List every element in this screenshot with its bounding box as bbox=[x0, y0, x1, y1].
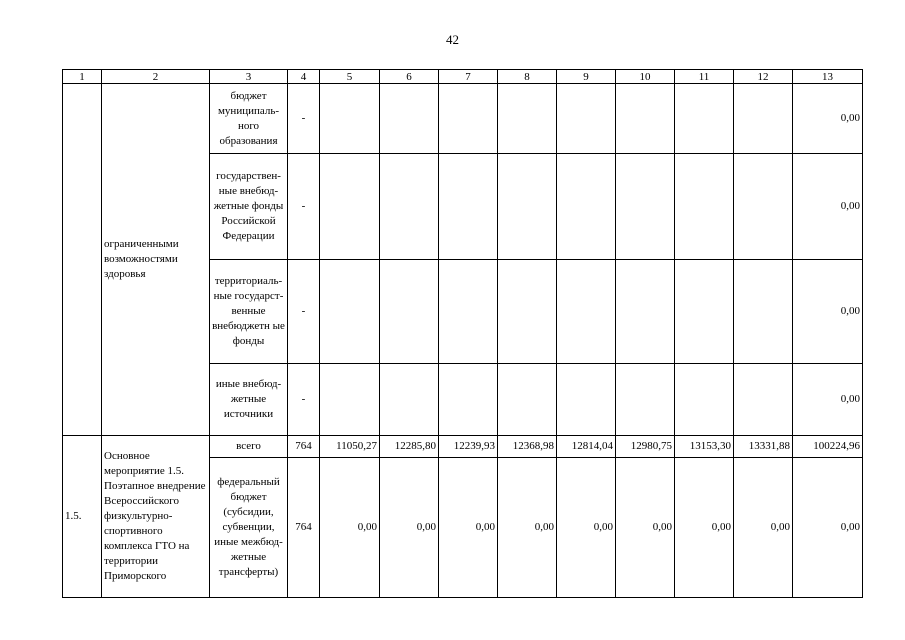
value-cell bbox=[498, 84, 557, 154]
value-cell bbox=[498, 154, 557, 260]
funding-source-cell: иные внебюд-жетные источники bbox=[210, 364, 288, 436]
value-cell bbox=[320, 364, 380, 436]
value-cell bbox=[734, 260, 793, 364]
value-cell bbox=[380, 154, 439, 260]
column-header: 5 bbox=[320, 70, 380, 84]
value-cell bbox=[557, 84, 616, 154]
value-cell bbox=[616, 154, 675, 260]
header-row bbox=[63, 70, 863, 84]
value-cell: 0,00 bbox=[498, 458, 557, 598]
value-cell bbox=[439, 364, 498, 436]
value-cell: 0,00 bbox=[557, 458, 616, 598]
value-cell bbox=[498, 260, 557, 364]
value-cell bbox=[675, 84, 734, 154]
value-cell bbox=[380, 260, 439, 364]
value-cell: 13153,30 bbox=[675, 436, 734, 458]
item-number-cell: 1.5. bbox=[63, 436, 102, 598]
value-cell bbox=[380, 364, 439, 436]
column-header: 10 bbox=[616, 70, 675, 84]
value-cell: 11050,27 bbox=[320, 436, 380, 458]
total-cell: 100224,96 bbox=[793, 436, 863, 458]
value-cell: 0,00 bbox=[380, 458, 439, 598]
value-cell bbox=[557, 154, 616, 260]
value-cell bbox=[616, 260, 675, 364]
value-cell bbox=[439, 260, 498, 364]
total-cell: 0,00 bbox=[793, 260, 863, 364]
funding-source-cell: государствен-ные внебюд-жетные фонды Российской Федерации bbox=[210, 154, 288, 260]
value-cell: 12980,75 bbox=[616, 436, 675, 458]
value-cell: 13331,88 bbox=[734, 436, 793, 458]
table-row bbox=[63, 436, 863, 458]
column-header: 6 bbox=[380, 70, 439, 84]
value-cell: 0,00 bbox=[675, 458, 734, 598]
funding-source-cell: федеральный бюджет (субсидии, субвенции, иные межбюд-жетные трансферты) bbox=[210, 458, 288, 598]
value-cell bbox=[734, 154, 793, 260]
funding-source-cell: территориаль-ные государст-венные внебюджетн ые фонды bbox=[210, 260, 288, 364]
total-cell: 0,00 bbox=[793, 154, 863, 260]
value-cell bbox=[616, 84, 675, 154]
funding-source-cell: бюджет муниципаль-ного образования bbox=[210, 84, 288, 154]
value-cell: 12285,80 bbox=[380, 436, 439, 458]
value-cell bbox=[320, 260, 380, 364]
code-cell: - bbox=[288, 154, 320, 260]
value-cell bbox=[320, 84, 380, 154]
column-header: 7 bbox=[439, 70, 498, 84]
value-cell: 12239,93 bbox=[439, 436, 498, 458]
value-cell bbox=[498, 364, 557, 436]
measure-name-cell: Основное мероприятие 1.5. Поэтапное внедрение Всероссийского физкультурно-спортивного комплекса ГТО на территории Приморского bbox=[102, 436, 210, 598]
value-cell: 12814,04 bbox=[557, 436, 616, 458]
column-header: 2 bbox=[102, 70, 210, 84]
value-cell bbox=[320, 154, 380, 260]
value-cell: 0,00 bbox=[734, 458, 793, 598]
value-cell: 0,00 bbox=[616, 458, 675, 598]
column-header: 3 bbox=[210, 70, 288, 84]
column-header: 8 bbox=[498, 70, 557, 84]
value-cell bbox=[557, 364, 616, 436]
code-cell: 764 bbox=[288, 458, 320, 598]
code-cell: - bbox=[288, 364, 320, 436]
value-cell bbox=[380, 84, 439, 154]
value-cell bbox=[439, 84, 498, 154]
total-cell: 0,00 bbox=[793, 84, 863, 154]
column-header: 4 bbox=[288, 70, 320, 84]
value-cell bbox=[675, 154, 734, 260]
total-cell: 0,00 bbox=[793, 364, 863, 436]
funding-source-cell: всего bbox=[210, 436, 288, 458]
value-cell bbox=[439, 154, 498, 260]
item-number-cell bbox=[63, 84, 102, 436]
total-cell: 0,00 bbox=[793, 458, 863, 598]
column-header: 1 bbox=[63, 70, 102, 84]
value-cell bbox=[675, 260, 734, 364]
value-cell bbox=[734, 84, 793, 154]
column-header: 11 bbox=[675, 70, 734, 84]
value-cell bbox=[557, 260, 616, 364]
measure-name-cell: ограниченными возможностями здоровья bbox=[102, 84, 210, 436]
value-cell: 0,00 bbox=[439, 458, 498, 598]
value-cell: 0,00 bbox=[320, 458, 380, 598]
code-cell: - bbox=[288, 84, 320, 154]
budget-table bbox=[62, 69, 863, 598]
page-number: 42 bbox=[446, 32, 459, 47]
value-cell: 12368,98 bbox=[498, 436, 557, 458]
value-cell bbox=[675, 364, 734, 436]
column-header: 9 bbox=[557, 70, 616, 84]
value-cell bbox=[734, 364, 793, 436]
table-row bbox=[63, 84, 863, 154]
code-cell: 764 bbox=[288, 436, 320, 458]
code-cell: - bbox=[288, 260, 320, 364]
column-header: 12 bbox=[734, 70, 793, 84]
column-header: 13 bbox=[793, 70, 863, 84]
value-cell bbox=[616, 364, 675, 436]
